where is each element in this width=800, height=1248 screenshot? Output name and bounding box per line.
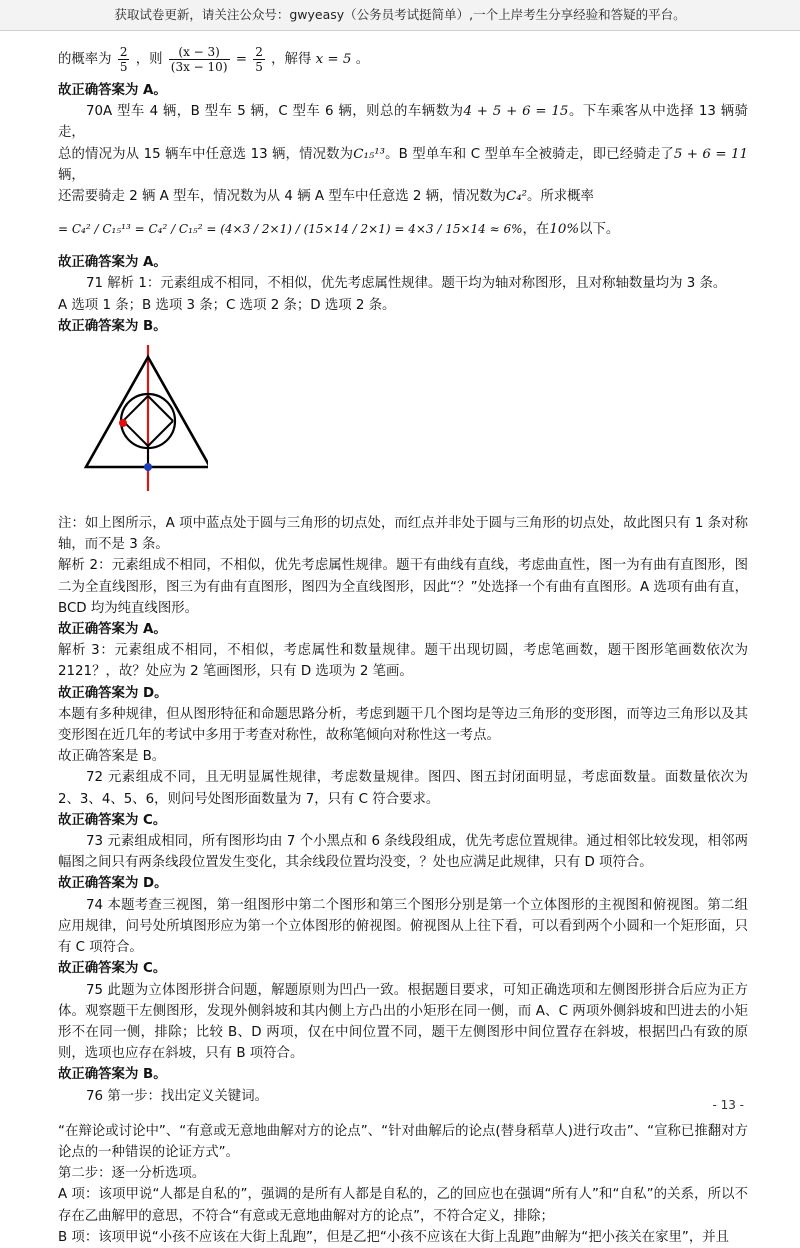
answer-line: 故正确答案为 B。 [58, 1067, 167, 1083]
q73: 73 元素组成相同，所有图形均由 7 个小黑点和 6 条线段组成，优先考虑位置规律。通过相邻比较发现，相邻两幅图之间只有两条线段位置发生变化，其余线段位置均没变，？处也应满足此规律，只有 D 项符合。 [58, 834, 748, 871]
step2: 第二步：逐一分析选项。 [58, 1166, 206, 1182]
text: 的概率为 [58, 52, 112, 67]
num: 2 [255, 44, 263, 59]
math: C₄² [506, 189, 527, 205]
num: 2 [119, 44, 128, 59]
q76-keywords: “在辩论或讨论中”、“有意或无意地曲解对方的论点”、“针对曲解后的论点(替身稻草人)进行攻击”、“宣称已推翻对方论点的一种错误的论证方式”。 [58, 1123, 748, 1160]
text: 辆， [58, 167, 85, 183]
fraction [118, 45, 130, 74]
text: 以下。 [579, 222, 620, 238]
q70-formula [58, 207, 748, 252]
math: 4 + 5 + 6 = 15 [463, 104, 569, 120]
answer-line: 故正确答案为 B。 [58, 318, 167, 334]
text: 。 [355, 52, 370, 67]
text: 还需要骑走 2 辆 A 型车，情况数为从 4 辆 A 型车中任意选 2 辆，情况数为 [58, 189, 506, 205]
diamond-edge [123, 396, 148, 421]
answer-line: 故正确答案为 C。 [58, 812, 167, 828]
option-a: A 项：该项甲说“人都是自私的”，强调的是所有人都是自私的，乙的回应也在强调“所有人”和“自私”的关系，所以不存在乙曲解甲的意思，不符合“有意或无意地曲解对方的论点”，不符合定义，排除； [58, 1187, 748, 1224]
answer-line: 故正确答案为 C。 [58, 961, 167, 977]
q70-line3 [58, 186, 748, 207]
text: 70A 型车 4 辆，B 型车 5 辆，C 型车 6 辆，则总的车辆数为 [86, 104, 464, 120]
text: 。下车乘客从中选择 13 辆骑走， [58, 104, 748, 141]
den: 5 [119, 59, 128, 74]
text: ，在 [522, 222, 550, 238]
den: (3x − 10) [170, 59, 228, 74]
line-probability [58, 40, 748, 80]
answer-line: 故正确答案为 D。 [58, 876, 168, 892]
q74: 74 本题考查三视图，第一组图形中第二个图形和第三个图形分别是第一个立体图形的主视图和俯视图。第二组应用规律，问号处所填图形应为第一个立体图形的俯视图。俯视图从上往下看，可以看到两个小圆和一个矩形面，只有 C 项符合。 [58, 897, 748, 956]
q75: 75 此题为立体图形拼合问题，解题原则为凹凸一致。根据题目要求，可知正确选项和左侧图形拼合后应为正方体。观察题干左侧图形，发现外侧斜坡和其内侧上方凸出的小矩形在同一侧，而 A、C 两项外侧斜坡和凹进去的小矩形不在同一侧，排除；比较 B、D 两项，仅在中间位置不同，题干左侧图形中间位置存在斜坡，根据凹凸有致的原则，选项也应存在斜坡，只有 B 项符合。 [58, 982, 748, 1062]
equals: = [235, 52, 247, 67]
math: x = 5 [315, 52, 352, 67]
q76: 76 第一步：找出定义关键词。 [86, 1088, 268, 1104]
page-number: - 13 - [712, 1098, 744, 1112]
diamond-edge [123, 421, 148, 446]
q72: 72 元素组成不同，且无明显属性规律，考虑数量规律。图四、图五封闭面明显，考虑面数量。面数量依次为 2、3、4、5、6，则问号处图形面数量为 7，只有 C 符合要求。 [58, 770, 748, 807]
header-banner: 获取试卷更新，请关注公众号：gwyeasy（公务员考试挺简单）,一个上岸考生分享经验和答疑的平台。 [0, 0, 800, 31]
note-line: 注：如上图所示，A 项中蓝点处于圆与三角形的切点处，而红点并非处于圆与三角形的切点处，故此图只有 1 条对称轴，而不是 3 条。 [58, 516, 748, 553]
answer-line: 故正确答案为 A。 [58, 622, 167, 638]
diamond-edge [148, 421, 173, 446]
q70-line1 [58, 101, 748, 143]
math: 10% [549, 222, 580, 238]
answer-line: 故正确答案为 D。 [58, 685, 168, 701]
answer-line: 故正确答案是 B。 [58, 749, 166, 765]
formula: = C₄² / C₁₅¹³ = C₄² / C₁₅² = (4×3 / 2×1) / (15×14 / 2×1) = 4×3 / 15×14 ≈ 6% [58, 222, 523, 237]
q70-line2 [58, 144, 748, 186]
text: ，则 [135, 52, 163, 67]
analysis3: 解析 3：元素组成不相同，不相似，考虑属性和数量规律。题干出现切圆，考虑笔画数，题干图形笔画数依次为 2121？，故？处应为 2 笔画图形，只有 D 选项为 2 笔画。 [58, 643, 748, 680]
analysis2: 解析 2：元素组成不相同，不相似，优先考虑属性规律。题干有曲线有直线，考虑曲直性，图一为有曲有直图形，图二为全直线图形，图三为有曲有直图形，图四为全直线图形，因此“？”处选择一个有曲有直图形。A 选项有曲有直，BCD 均为纯直线图形。 [58, 558, 748, 616]
answer-line: 故正确答案为 A。 [58, 255, 167, 271]
blue-dot [144, 463, 152, 471]
fraction [169, 45, 230, 74]
text: 总的情况为从 15 辆车中任意选 13 辆，情况数为 [58, 146, 354, 162]
triangle-circle-diagram [78, 343, 208, 493]
q71-line2: A 选项 1 条；B 选项 3 条；C 选项 2 条；D 选项 2 条。 [58, 297, 396, 313]
den: 5 [255, 59, 263, 74]
text: ，解得 [271, 52, 312, 67]
math: 5 + 6 = 11 [673, 146, 748, 162]
answer-line: 故正确答案为 A。 [58, 83, 167, 98]
multi-rule-note: 本题有多种规律，但从图形特征和命题思路分析，考虑到题干几个图均是等边三角形的变形图，而等边三角形以及其变形图在近几年的考试中多用于考查对称性，故称笔倾向对称性这一考点。 [58, 706, 748, 744]
num: (x − 3) [169, 45, 230, 60]
symmetry-figure [58, 343, 748, 493]
text: 。B 型单车和 C 型单车全被骑走，即已经骑走了 [384, 146, 674, 162]
diamond-edge [148, 396, 173, 421]
q71-line1: 71 解析 1：元素组成不相同，不相似，优先考虑属性规律。题干均为轴对称图形，且对称轴数量均为 3 条。 [86, 276, 727, 292]
fraction [253, 45, 265, 74]
red-dot [119, 419, 127, 427]
page-content [58, 40, 748, 1248]
option-b: B 项：该项甲说“小孩不应该在大街上乱跑”，但是乙把“小孩不应该在大街上乱跑”曲解为“把小孩关在家里”，并且 [58, 1229, 730, 1245]
math: C₁₅¹³ [353, 146, 385, 162]
text: 。所求概率 [526, 189, 594, 205]
spacer [58, 1107, 748, 1121]
